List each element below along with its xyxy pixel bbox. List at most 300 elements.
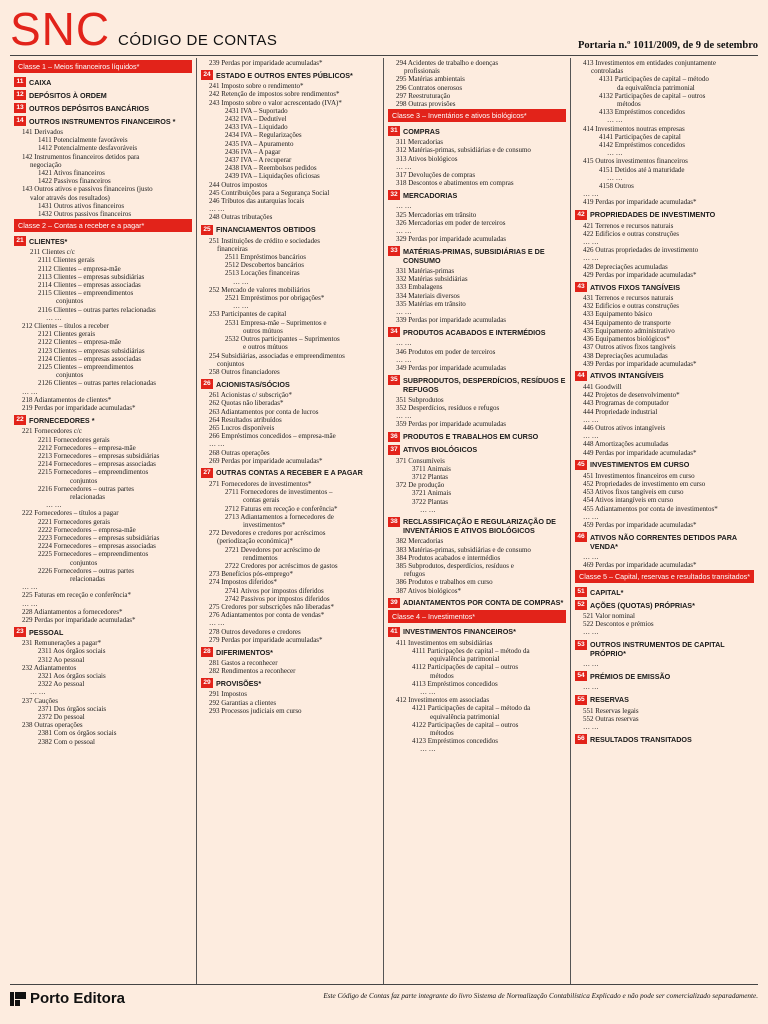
account-item: 1431 Outros ativos financeiros <box>38 201 125 210</box>
column-1 <box>10 58 197 984</box>
account-item: 212 Clientes – títulos a receber <box>22 322 109 331</box>
account-item: 2116 Clientes – outras partes relacionadas <box>38 305 156 314</box>
account-item: 2531 Empresa-mãe – Suprimentos e <box>225 318 327 327</box>
account-item: 269 Perdas por imparidade acumuladas* <box>209 456 323 465</box>
account-item: 2224 Fornecedores – empresas associadas <box>38 542 156 551</box>
account-name: DEPÓSITOS À ORDEM <box>29 90 107 100</box>
account-item: 2382 Com o pessoal <box>38 737 95 746</box>
account-item: 2126 Clientes – outras partes relacionadas <box>38 379 156 388</box>
account-item: 334 Materiais diversos <box>396 291 460 300</box>
account-item: … … <box>209 619 225 628</box>
account-item: 454 Ativos intangíveis em curso <box>583 496 674 505</box>
account-item: 293 Processos judiciais em curso <box>209 706 302 715</box>
account-item: 371 Consumíveis <box>396 456 445 465</box>
account-item: 142 Instrumentos financeiros detidos para <box>22 152 140 161</box>
account-item: 268 Outras operações <box>209 448 270 457</box>
account-heading <box>575 282 754 292</box>
account-item: 4158 Outros <box>599 182 634 191</box>
account-item: 2513 Locações financeiras <box>225 269 300 278</box>
account-item: 2437 IVA – A recuperar <box>225 156 292 165</box>
account-item: 415 Outros investimentos financeiros <box>583 157 688 166</box>
footer-note: Este Código de Contas faz parte integrante do livro Sistema de Normalização Contabilística Explicado e não pode ser comercializado separadamente. <box>323 992 758 1000</box>
account-item: 419 Perdas por imparidade acumuladas* <box>583 198 697 207</box>
account-item: 225 Faturas em receção e conferência* <box>22 591 132 600</box>
account-number-badge: 37 <box>388 445 400 455</box>
account-heading <box>14 627 192 637</box>
account-item: 222 Fornecedores – títulos a pagar <box>22 509 119 518</box>
account-item: 2213 Fornecedores – empresas subsidiárias <box>38 451 160 460</box>
account-name: PRÉMIOS DE EMISSÃO <box>590 671 671 681</box>
account-item: conjuntos <box>56 371 84 380</box>
account-number-badge: 43 <box>575 282 587 292</box>
account-item: 258 Outros financiadores <box>209 367 280 376</box>
account-item: 292 Garantias a clientes <box>209 698 277 707</box>
account-item: 1432 Outros passivos financeiros <box>38 210 132 219</box>
page-footer <box>0 984 768 1024</box>
account-item: 452 Propriedades de investimento em curso <box>583 479 706 488</box>
account-item: 2381 Com os órgãos sociais <box>38 729 117 738</box>
account-item: … … <box>22 599 38 608</box>
account-item: 2121 Clientes gerais <box>38 330 96 339</box>
account-item: 443 Programas de computador <box>583 399 669 408</box>
account-number-badge: 24 <box>201 70 213 80</box>
account-number-badge: 29 <box>201 678 213 688</box>
document-title: CÓDIGO DE CONTAS <box>118 32 278 49</box>
account-item: … … <box>233 302 249 311</box>
account-item: 2124 Clientes – empresas associadas <box>38 354 142 363</box>
account-item: 311 Mercadorias <box>396 138 443 147</box>
account-number-badge: 13 <box>14 103 26 113</box>
account-item: 261 Acionistas c/ subscrição* <box>209 391 293 400</box>
account-item: 254 Subsidiárias, associadas e empreendimentos <box>209 351 345 360</box>
account-item: 271 Fornecedores de investimentos* <box>209 479 312 488</box>
account-name: ATIVOS NÃO CORRENTES DETIDOS PARA VENDA* <box>590 532 737 551</box>
account-item: outros mútuos <box>243 326 283 335</box>
account-item: 2112 Clientes – empresa-mãe <box>38 264 121 273</box>
account-item: 326 Mercadorias em poder de terceiros <box>396 218 506 227</box>
account-item: 429 Perdas por imparidade acumuladas* <box>583 270 697 279</box>
account-item: (periodização económica)* <box>217 537 293 546</box>
account-item: 2215 Fornecedores – empreendimentos <box>38 468 149 477</box>
account-item: … … <box>396 307 412 316</box>
account-number-badge: 51 <box>575 587 587 597</box>
account-number-badge: 56 <box>575 734 587 744</box>
account-item: 4111 Participações de capital – método da <box>412 647 530 656</box>
account-item: 237 Cauções <box>22 696 58 705</box>
account-heading <box>201 468 379 478</box>
account-heading <box>388 190 566 200</box>
account-item: 2321 Aos órgãos sociais <box>38 671 106 680</box>
account-item: … … <box>209 205 225 214</box>
account-number-badge: 27 <box>201 468 213 478</box>
account-item: 2125 Clientes – empreendimentos <box>38 363 134 372</box>
column-4 <box>571 58 758 984</box>
account-item: 2435 IVA – Apuramento <box>225 139 294 148</box>
account-item: 264 Resultados atribuídos <box>209 415 282 424</box>
account-item: 387 Ativos biológicos* <box>396 586 461 595</box>
account-item: 4151 Detidos até à maturidade <box>599 165 685 174</box>
account-item: 4133 Empréstimos concedidos <box>599 108 685 117</box>
account-item: 2432 IVA – Dedutível <box>225 115 287 124</box>
account-item: 218 Adiantamentos de clientes* <box>22 395 112 404</box>
account-item: … … <box>22 387 38 396</box>
account-item: 221 Fornecedores c/c <box>22 427 82 436</box>
account-number-badge: 36 <box>388 432 400 442</box>
account-item: 2115 Clientes – empreendimentos <box>38 289 134 298</box>
account-number-badge: 12 <box>14 90 26 100</box>
account-item: 282 Rendimentos a reconhecer <box>209 667 296 676</box>
account-item: 444 Propriedade industrial <box>583 407 658 416</box>
account-number-badge: 55 <box>575 695 587 705</box>
account-item: 232 Adiantamentos <box>22 663 77 672</box>
account-number-badge: 34 <box>388 327 400 337</box>
account-item: … … <box>30 688 46 697</box>
account-item: 333 Embalagens <box>396 283 443 292</box>
account-item: contas gerais <box>243 496 280 505</box>
account-item: 434 Equipamento de transporte <box>583 318 671 327</box>
account-item: 4122 Participações de capital – outros <box>412 720 519 729</box>
account-item: 317 Devoluções de compras <box>396 171 476 180</box>
account-heading <box>201 379 379 389</box>
account-heading <box>388 246 566 265</box>
account-item: … … <box>233 277 249 286</box>
account-item: 3721 Animais <box>412 489 452 498</box>
account-number-badge: 11 <box>14 77 26 87</box>
account-item: … … <box>46 501 62 510</box>
account-item: … … <box>209 440 225 449</box>
account-heading <box>575 600 754 610</box>
account-item: … … <box>583 238 599 247</box>
account-item: 2113 Clientes – empresas subsidiárias <box>38 272 145 281</box>
account-name: PRODUTOS ACABADOS E INTERMÉDIOS <box>403 327 546 337</box>
class-header: Classe 1 – Meios financeiros líquidos* <box>14 60 192 73</box>
account-name: INVESTIMENTOS EM CURSO <box>590 460 690 470</box>
account-name: CLIENTES* <box>29 236 68 246</box>
account-item: 2711 Fornecedores de investimentos – <box>225 488 333 497</box>
account-name: ESTADO E OUTROS ENTES PÚBLICOS* <box>216 70 353 80</box>
account-heading <box>575 460 754 470</box>
account-item: negociação <box>30 160 62 169</box>
account-item: 325 Mercadorias em trânsito <box>396 210 477 219</box>
account-item: 265 Lucros disponíveis <box>209 423 275 432</box>
account-item: 439 Perdas por imparidade acumuladas* <box>583 359 697 368</box>
account-item: 242 Retenção de impostos sobre rendimentos* <box>209 90 340 99</box>
account-name: DIFERIMENTOS* <box>216 647 273 657</box>
account-item: 143 Outros ativos e passivos financeiros (justo <box>22 185 153 194</box>
account-item: … … <box>607 173 623 182</box>
account-item: 243 Imposto sobre o valor acrescentado (IVA)* <box>209 98 342 107</box>
account-name: CAPITAL* <box>590 587 624 597</box>
account-item: 441 Goodwill <box>583 382 622 391</box>
account-item: 448 Amortizações acumuladas <box>583 440 669 449</box>
account-item: 2211 Fornecedores gerais <box>38 435 110 444</box>
account-number-badge: 26 <box>201 379 213 389</box>
account-item: 552 Outras reservas <box>583 714 639 723</box>
account-item: 455 Adiantamentos por conta de investimentos* <box>583 504 718 513</box>
account-item: … … <box>46 313 62 322</box>
account-item: 2741 Ativos por impostos diferidos <box>225 586 324 595</box>
account-heading <box>388 517 566 536</box>
account-item: profissionais <box>404 67 440 76</box>
account-item: … … <box>583 660 599 669</box>
account-item: 4142 Empréstimos concedidos <box>599 141 685 150</box>
account-heading <box>14 103 192 113</box>
account-item: 435 Equipamento administrativo <box>583 326 675 335</box>
account-heading <box>14 236 192 246</box>
account-item: 431 Terrenos e recursos naturais <box>583 294 674 303</box>
account-item: 442 Projetos de desenvolvimento* <box>583 391 680 400</box>
account-item: 241 Imposto sobre o rendimento* <box>209 82 304 91</box>
account-number-badge: 42 <box>575 210 587 220</box>
account-item: 281 Gastos a reconhecer <box>209 659 278 667</box>
account-item: 2438 IVA – Reembolsos pedidos <box>225 164 317 173</box>
account-item: 2431 IVA – Suportado <box>225 106 288 115</box>
account-item: relacionadas <box>70 492 105 501</box>
account-heading <box>201 647 379 657</box>
account-item: 551 Reservas legais <box>583 706 639 715</box>
account-item: 2312 Ao pessoal <box>38 655 85 664</box>
account-item: … … <box>420 745 436 754</box>
account-number-badge: 46 <box>575 532 587 542</box>
account-item: … … <box>396 339 412 348</box>
account-number-badge: 41 <box>388 627 400 637</box>
account-item: 386 Produtos e trabalhos em curso <box>396 578 493 587</box>
account-item: 339 Perdas por imparidade acumuladas <box>396 316 507 325</box>
account-item: 2214 Fornecedores – empresas associadas <box>38 460 156 469</box>
account-item: 318 Descontos e abatimentos em compras <box>396 179 514 188</box>
account-number-badge: 35 <box>388 375 400 385</box>
account-item: … … <box>583 722 599 731</box>
account-name: ACIONISTAS/SÓCIOS <box>216 379 290 389</box>
account-item: 385 Subprodutos, desperdícios, resíduos e <box>396 562 514 571</box>
account-item: 4123 Empréstimos concedidos <box>412 737 498 746</box>
account-item: 382 Mercadorias <box>396 537 444 546</box>
account-name: AÇÕES (QUOTAS) PRÓPRIAS* <box>590 600 695 610</box>
account-item: valor através dos resultados) <box>30 193 110 202</box>
account-item: 453 Ativos fixos tangíveis em curso <box>583 488 684 497</box>
account-item: financeiras <box>217 244 248 253</box>
class-header: Classe 5 – Capital, reservas e resultados transitados* <box>575 570 754 583</box>
account-item: 2721 Devedores por acréscimo de <box>225 545 321 554</box>
account-heading <box>575 734 754 744</box>
account-item: 2436 IVA – A pagar <box>225 147 281 156</box>
account-item: conjuntos <box>56 297 84 306</box>
account-item: 297 Reestruturação <box>396 91 451 100</box>
account-name: FINANCIAMENTOS OBTIDOS <box>216 225 316 235</box>
account-item: 451 Investimentos financeiros em curso <box>583 471 695 480</box>
account-item: 2742 Passivos por impostos diferidos <box>225 594 330 603</box>
account-item: 2372 Do pessoal <box>38 713 85 721</box>
account-item: 2212 Fornecedores – empresa-mãe <box>38 443 136 452</box>
account-number-badge: 45 <box>575 460 587 470</box>
account-item: 359 Perdas por imparidade acumuladas <box>396 420 507 429</box>
account-item: 296 Contratos onerosos <box>396 83 463 92</box>
account-item: conjuntos <box>70 558 98 567</box>
account-item: controladas <box>591 67 624 76</box>
account-heading <box>575 210 754 220</box>
account-item: … … <box>607 149 623 158</box>
account-item: 432 Edifícios e outras construções <box>583 302 680 311</box>
account-heading <box>388 327 566 337</box>
account-item: 2433 IVA – Liquidado <box>225 123 288 132</box>
page-header <box>0 0 768 58</box>
account-number-badge: 54 <box>575 671 587 681</box>
account-item: métodos <box>617 100 641 109</box>
account-item: 4141 Participações de capital <box>599 132 681 141</box>
account-name: ADIANTAMENTOS POR CONTA DE COMPRAS* <box>403 598 564 608</box>
account-item: 372 De produção <box>396 481 445 490</box>
account-item: equivalência patrimonial <box>430 655 500 664</box>
account-number-badge: 23 <box>14 627 26 637</box>
account-item: 436 Equipamentos biológicos* <box>583 335 670 344</box>
account-number-badge: 53 <box>575 640 587 650</box>
account-item: 2222 Fornecedores – empresa-mãe <box>38 525 136 534</box>
account-name: COMPRAS <box>403 126 440 136</box>
account-item: 2512 Descobertos bancários <box>225 261 304 270</box>
account-item: 437 Outros ativos fixos tangíveis <box>583 343 676 352</box>
account-item: 3722 Plantas <box>412 497 448 506</box>
account-name: PRODUTOS E TRABALHOS EM CURSO <box>403 432 539 441</box>
account-item: 2521 Empréstimos por obrigações* <box>225 294 325 303</box>
account-item: 219 Perdas por imparidade acumuladas* <box>22 404 136 413</box>
account-heading <box>575 671 754 681</box>
account-item: 412 Investimentos em associadas <box>396 696 490 705</box>
publisher-name: Porto Editora <box>30 990 126 1007</box>
account-item: 413 Investimentos em entidades conjuntamente <box>583 59 716 67</box>
account-name: RESULTADOS TRANSITADOS <box>590 734 692 744</box>
account-item: 273 Benefícios pós-emprego* <box>209 570 293 579</box>
account-number-badge: 38 <box>388 517 400 527</box>
account-item: 4132 Participações de capital – outros <box>599 91 706 100</box>
account-heading <box>388 126 566 136</box>
account-item: 313 Ativos biológicos <box>396 154 458 163</box>
account-item: … … <box>396 202 412 211</box>
account-number-badge: 21 <box>14 236 26 246</box>
account-item: … … <box>420 505 436 514</box>
account-item: refugos <box>404 570 425 579</box>
account-item: … … <box>396 412 412 421</box>
account-item: métodos <box>430 671 454 680</box>
account-name: PROVISÕES* <box>216 678 262 688</box>
account-item: 295 Matérias ambientais <box>396 75 465 84</box>
account-item: 522 Descontos e prémios <box>583 620 654 629</box>
account-item: 449 Perdas por imparidade acumuladas* <box>583 448 697 457</box>
account-name: MATÉRIAS-PRIMAS, SUBSIDIÁRIAS E DE CONSUMO <box>403 246 545 265</box>
account-item: … … <box>420 688 436 697</box>
account-item: 1412 Potencialmente desfavoráveis <box>38 144 138 153</box>
account-item: e outros mútuos <box>243 343 288 352</box>
account-item: 351 Subprodutos <box>396 395 444 404</box>
account-number-badge: 22 <box>14 415 26 425</box>
account-item: 2712 Faturas em receção e conferência* <box>225 504 338 513</box>
account-name: OUTROS INSTRUMENTOS FINANCEIROS * <box>29 116 176 126</box>
account-heading <box>14 415 192 425</box>
account-heading <box>575 587 754 597</box>
account-name: ATIVOS BIOLÓGICOS <box>403 445 478 454</box>
account-item: … … <box>583 552 599 561</box>
account-heading <box>201 678 379 688</box>
account-item: 312 Matérias-primas, subsidiárias e de consumo <box>396 146 531 155</box>
account-item: 228 Adiantamentos a fornecedores* <box>22 607 123 616</box>
account-item: 521 Valor nominal <box>583 612 635 621</box>
account-item: 2511 Empréstimos bancários <box>225 253 307 262</box>
account-item: 231 Remunerações a pagar* <box>22 639 102 648</box>
account-item: 266 Empréstimos concedidos – empresa-mãe <box>209 432 336 441</box>
account-heading <box>388 598 566 608</box>
account-item: 229 Perdas por imparidade acumuladas* <box>22 615 136 624</box>
account-item: 349 Perdas por imparidade acumuladas <box>396 363 507 372</box>
account-item: 421 Terrenos e recursos naturais <box>583 221 674 230</box>
account-item: 3712 Plantas <box>412 472 448 481</box>
account-item: da equivalência patrimonial <box>617 83 695 92</box>
publisher-logo <box>10 990 125 1007</box>
class-header: Classe 4 – Investimentos* <box>388 610 566 623</box>
account-item: 251 Instituições de crédito e sociedades <box>209 236 320 245</box>
account-name: RESERVAS <box>590 695 629 705</box>
account-item: 3711 Animais <box>412 464 451 473</box>
account-item: 346 Produtos em poder de terceiros <box>396 347 496 356</box>
account-name: CAIXA <box>29 77 52 87</box>
account-item: … … <box>22 583 38 592</box>
account-item: 446 Outros ativos intangíveis <box>583 423 666 432</box>
account-heading <box>388 375 566 394</box>
account-name: RECLASSIFICAÇÃO E REGULARIZAÇÃO DE INVENTÁRIOS E ATIVOS BIOLÓGICOS <box>403 517 556 536</box>
account-item: … … <box>583 628 599 637</box>
account-item: equivalência patrimonial <box>430 712 500 721</box>
account-item: 141 Derivados <box>22 128 64 136</box>
account-item: … … <box>583 190 599 199</box>
account-item: 276 Adiantamentos por conta de vendas* <box>209 611 325 620</box>
account-name: ATIVOS FIXOS TANGÍVEIS <box>590 282 680 292</box>
class-header: Classe 2 – Contas a receber e a pagar* <box>14 219 192 232</box>
account-item: 2122 Clientes – empresa-mãe <box>38 338 122 347</box>
account-item: 422 Edifícios e outras construções <box>583 229 680 238</box>
account-item: 2223 Fornecedores – empresas subsidiárias <box>38 533 160 542</box>
account-item: 331 Matérias-primas <box>396 266 455 275</box>
account-item: … … <box>396 355 412 364</box>
account-name: OUTROS DEPÓSITOS BANCÁRIOS <box>29 103 150 113</box>
account-item: … … <box>583 432 599 441</box>
account-item: relacionadas <box>70 574 105 583</box>
account-number-badge: 32 <box>388 190 400 200</box>
account-item: 272 Devedores e credores por acréscimos <box>209 529 326 538</box>
account-item: 2722 Credores por acréscimos de gastos <box>225 561 338 570</box>
account-item: 469 Perdas por imparidade acumuladas* <box>583 560 697 569</box>
account-item: 2114 Clientes – empresas associadas <box>38 281 141 290</box>
account-name: PROPRIEDADES DE INVESTIMENTO <box>590 210 716 220</box>
account-item: 262 Quotas não liberadas* <box>209 399 284 408</box>
account-item: … … <box>583 254 599 263</box>
account-item: 438 Depreciações acumuladas <box>583 351 668 360</box>
account-number-badge: 39 <box>388 598 400 608</box>
account-number-badge: 14 <box>14 116 26 126</box>
account-heading <box>201 70 379 80</box>
account-item: 275 Credores por subscrições não liberadas* <box>209 602 334 611</box>
account-item: 426 Outras propriedades de investimento <box>583 246 699 255</box>
account-item: 253 Participantes de capital <box>209 310 287 319</box>
account-heading <box>14 90 192 100</box>
account-item: 4113 Empréstimos concedidos <box>412 679 498 688</box>
account-item: … … <box>396 162 412 171</box>
account-item: rendimentos <box>243 553 278 562</box>
account-item: 332 Matérias subsidiárias <box>396 275 468 284</box>
account-item: 2216 Fornecedores – outras partes <box>38 484 135 493</box>
account-item: 411 Investimentos em subsidiárias <box>396 638 493 647</box>
account-item: 279 Perdas por imparidade acumuladas* <box>209 635 323 644</box>
account-item: 244 Outros impostos <box>209 180 268 189</box>
account-name: SUBPRODUTOS, DESPERDÍCIOS, RESÍDUOS E REFUGOS <box>403 375 566 394</box>
publisher-mark-icon <box>10 992 26 1006</box>
